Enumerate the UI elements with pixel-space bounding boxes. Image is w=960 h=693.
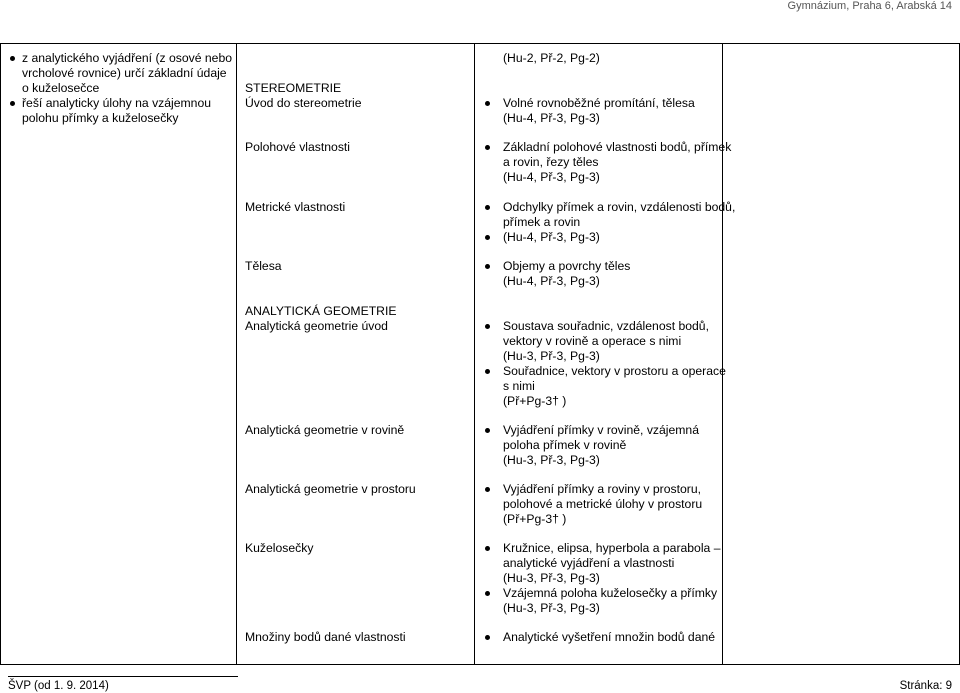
content-line: (Hu-3, Př-3, Pg-3) bbox=[503, 453, 600, 467]
content-bullet: Vzájemná poloha kuželosečky a přímky bbox=[483, 586, 717, 601]
section-heading: ANALYTICKÁ GEOMETRIE bbox=[245, 304, 397, 318]
content-bullet: Volné rovnoběžné promítání, tělesa bbox=[483, 96, 695, 111]
table-bottom-border bbox=[0, 664, 960, 665]
content-bullet: Vyjádření přímky v rovině, vzájemná bbox=[483, 423, 699, 438]
topic: Množiny bodů dané vlastnosti bbox=[245, 630, 406, 644]
footer-svp: ŠVP (od 1. 9. 2014) bbox=[8, 680, 109, 692]
table-divider-2 bbox=[474, 43, 475, 665]
content-bullet: Kružnice, elipsa, hyperbola a parabola – bbox=[483, 541, 720, 556]
content-line: (Hu-4, Př-3, Pg-3) bbox=[503, 111, 600, 125]
content-bullet: Vyjádření přímky a roviny v prostoru, bbox=[483, 482, 701, 497]
content-line: (Hu-2, Př-2, Pg-2) bbox=[503, 51, 600, 65]
section-heading: STEREOMETRIE bbox=[245, 81, 342, 95]
content-bullet: Objemy a povrchy těles bbox=[483, 259, 630, 274]
topic: Tělesa bbox=[245, 259, 282, 273]
content-line: vektory v rovině a operace s nimi bbox=[503, 334, 682, 348]
content-bullet: Odchylky přímek a rovin, vzdálenosti bodů, bbox=[483, 200, 735, 215]
table-divider-1 bbox=[236, 43, 237, 665]
content-bullet: Analytické vyšetření množin bodů dané bbox=[483, 630, 715, 645]
content-bullet: (Hu-4, Př-3, Pg-3) bbox=[483, 230, 600, 245]
content-line: s nimi bbox=[503, 379, 535, 393]
content-bullet: Základní polohové vlastnosti bodů, přímek bbox=[483, 140, 731, 155]
content-line: (Hu-3, Př-3, Pg-3) bbox=[503, 601, 600, 615]
content-line: a rovin, řezy těles bbox=[503, 155, 599, 169]
footer-page-number: Stránka: 9 bbox=[899, 680, 952, 692]
content-line: (Hu-4, Př-3, Pg-3) bbox=[503, 274, 600, 288]
content-line: polohové a metrické úlohy v prostoru bbox=[503, 497, 703, 511]
footer-rule bbox=[8, 676, 238, 677]
content-line: analytické vyjádření a vlastnosti bbox=[503, 556, 675, 570]
outcomes-column bbox=[8, 51, 233, 126]
table-divider-3 bbox=[722, 43, 723, 665]
content-bullet: Souřadnice, vektory v prostoru a operace bbox=[483, 364, 726, 379]
topic: Metrické vlastnosti bbox=[245, 200, 346, 214]
topic: Analytická geometrie v prostoru bbox=[245, 482, 416, 496]
content-line: poloha přímek v rovině bbox=[503, 438, 627, 452]
content-line: (Př+Pg-3† ) bbox=[503, 512, 567, 526]
topic: Úvod do stereometrie bbox=[245, 96, 362, 110]
content-line: (Hu-3, Př-3, Pg-3) bbox=[503, 571, 600, 585]
outcome-item: z analytického vyjádření (z osové nebo vrcholové rovnice) určí základní údaje o kuželosečce bbox=[8, 51, 233, 96]
topic: Polohové vlastnosti bbox=[245, 140, 351, 154]
topic: Analytická geometrie úvod bbox=[245, 319, 388, 333]
table-top-border bbox=[0, 43, 960, 44]
content-line: (Hu-4, Př-3, Pg-3) bbox=[503, 170, 600, 184]
content-line: (Hu-3, Př-3, Pg-3) bbox=[503, 349, 600, 363]
content-line: přímek a rovin bbox=[503, 215, 581, 229]
outcome-item: řeší analyticky úlohy na vzájemnou polohu přímky a kuželosečky bbox=[8, 96, 233, 126]
topic: Analytická geometrie v rovině bbox=[245, 423, 405, 437]
content-line: (Př+Pg-3† ) bbox=[503, 394, 567, 408]
table-border-left bbox=[0, 43, 1, 665]
topic: Kuželosečky bbox=[245, 541, 314, 555]
content-bullet: Soustava souřadnic, vzdálenost bodů, bbox=[483, 319, 709, 334]
page-header: Gymnázium, Praha 6, Arabská 14 bbox=[787, 0, 952, 12]
